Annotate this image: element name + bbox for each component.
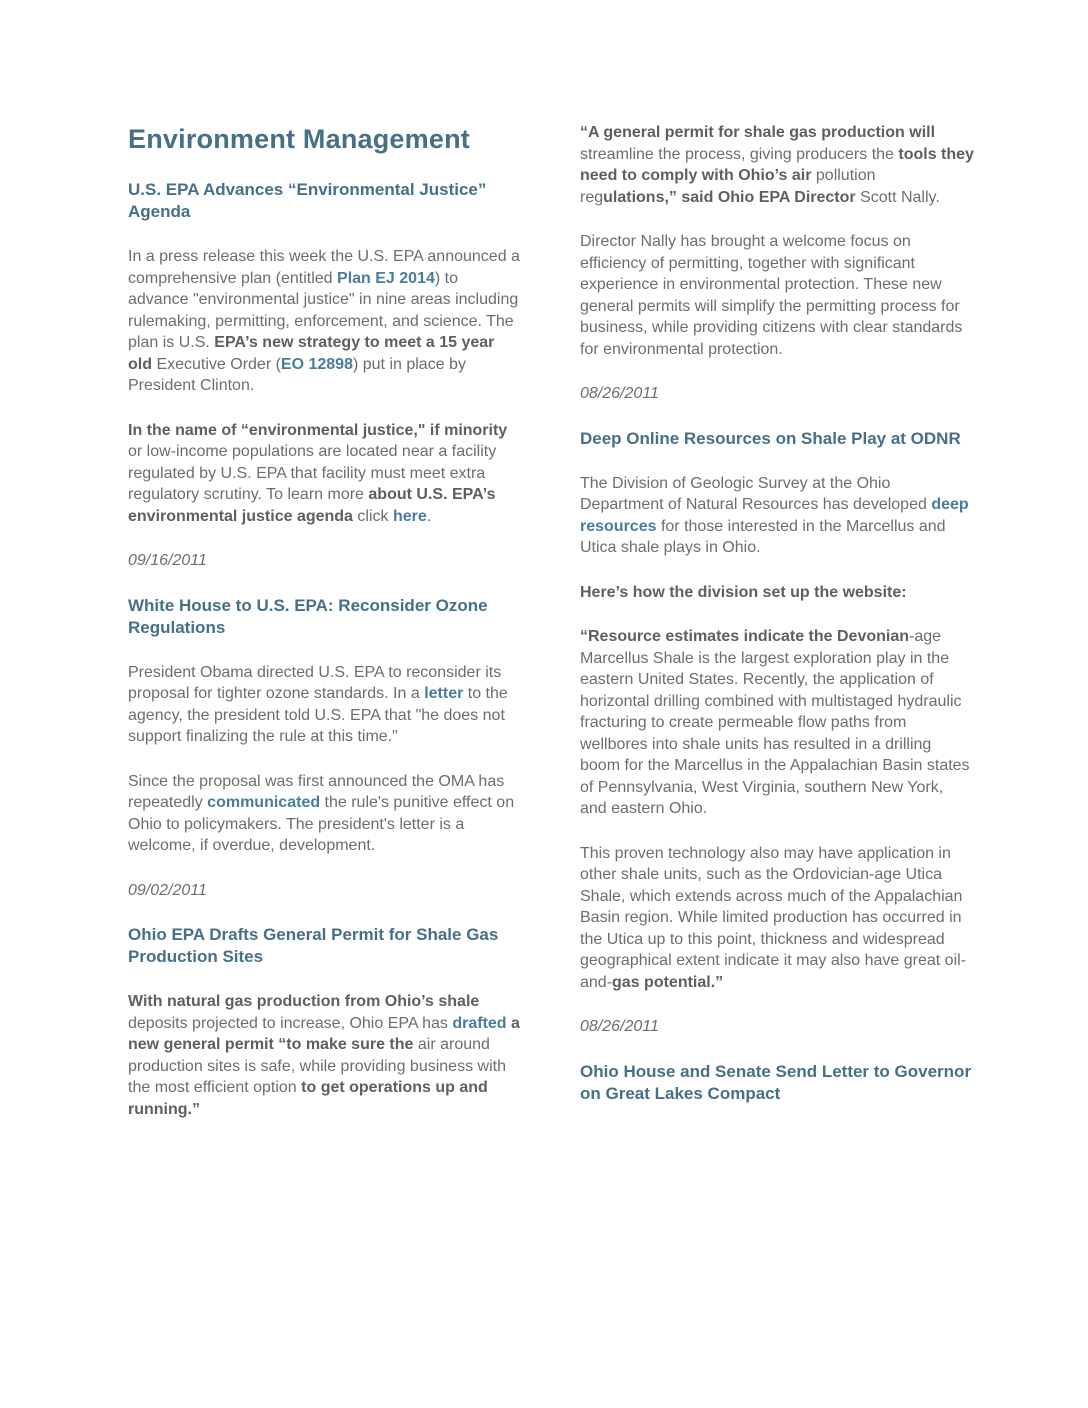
paragraph bbox=[128, 662, 522, 748]
text-segment: or low-income populations are located near a facility regulated by U.S. EPA that facility must meet extra regulatory scrutiny. To learn more bbox=[128, 443, 497, 503]
inline-link[interactable]: EO 12898 bbox=[280, 355, 353, 373]
text-segment: EPA’s new strategy to meet a 15 year old bbox=[128, 334, 495, 373]
text-segment: a new general permit “to make sure the bbox=[128, 1014, 520, 1053]
date-label: 08/26/2011 bbox=[580, 1018, 659, 1035]
text-segment: Director Nally has brought a welcome focus on efficiency of permitting, together with significant experience in environmental protection. These new general permits will simplify the permitting process for business, while providing citizens with clear standards for environmental protection. bbox=[580, 233, 963, 358]
inline-link[interactable]: deep resources bbox=[580, 496, 969, 535]
paragraph bbox=[580, 473, 974, 559]
page-title: Environment Management bbox=[128, 124, 470, 154]
text-segment: “A general permit for shale gas production will bbox=[580, 124, 936, 141]
right-column-blocks bbox=[580, 122, 974, 1105]
text-segment: In a press release this week the U.S. EPA announced a comprehensive plan (entitled bbox=[128, 248, 520, 287]
paragraph bbox=[580, 843, 974, 994]
text-segment: With natural gas production from Ohio’s shale bbox=[128, 993, 480, 1010]
date-label: 08/26/2011 bbox=[580, 385, 659, 402]
text-segment: Since the proposal was first announced the OMA has repeatedly bbox=[128, 772, 505, 811]
text-segment: click bbox=[357, 507, 393, 525]
text-segment: to the agency, the president told U.S. EPA that "he does not support finalizing the rule at this time." bbox=[128, 685, 508, 745]
text-segment: In the name of “environmental justice," if minority bbox=[128, 421, 508, 439]
text-segment: -age Marcellus Shale is the largest exploration play in the eastern United States. Recently, the application of horizontal drilling combined with multistaged hydraulic fracturing to create permeable flow paths from wellbores into shale units has resulted in a drilling boom for the Marcellus in the Appalachian Basin states of Pennsylvania, West Virginia, southern New York, and eastern Ohio. bbox=[580, 628, 970, 817]
text-segment: “Resource estimates indicate the Devonian bbox=[580, 628, 909, 645]
date-label: 09/02/2011 bbox=[128, 881, 207, 899]
text-segment: Executive Order ( bbox=[156, 355, 281, 373]
text-segment: deposits projected to increase, Ohio EPA has bbox=[128, 1014, 453, 1032]
section-heading: U.S. EPA Advances “Environmental Justice” Agenda bbox=[128, 180, 487, 221]
paragraph bbox=[580, 122, 974, 208]
inline-link[interactable]: here bbox=[392, 507, 427, 525]
paragraph bbox=[580, 626, 974, 820]
text-segment: Here’s how the division set up the website: bbox=[580, 583, 907, 601]
text-segment: ) to advance "environmental justice" in nine areas including rulemaking, permitting, enforcement, and science. The plan is U.S. bbox=[128, 269, 519, 351]
inline-link[interactable]: Plan EJ 2014 bbox=[337, 269, 435, 287]
right-column bbox=[580, 122, 974, 1128]
text-segment: for those interested in the Marcellus and Utica shale plays in Ohio. bbox=[580, 517, 946, 556]
section-heading: Ohio EPA Drafts General Permit for Shale Gas Production Sites bbox=[128, 925, 499, 966]
paragraph bbox=[128, 420, 522, 528]
inline-link[interactable]: drafted bbox=[452, 1014, 507, 1032]
paragraph bbox=[580, 231, 974, 360]
left-column-blocks bbox=[128, 179, 522, 1120]
paragraph bbox=[128, 246, 522, 397]
paragraph bbox=[580, 582, 974, 604]
text-segment: streamline the process, giving producers the bbox=[580, 145, 899, 163]
left-column bbox=[128, 122, 522, 1143]
inline-link[interactable]: communicated bbox=[207, 794, 321, 811]
text-segment: This proven technology also may have application in other shale units, such as the Ordovician-age Utica Shale, which extends across much of the Appalachian Basin region. While limited production has occurred in the Utica up to this point, thickness and widespread geographical extent indicate it may also have great oil-and- bbox=[580, 844, 966, 991]
paragraph bbox=[128, 991, 522, 1120]
text-segment: air around production sites is safe, while providing business with the most efficient option bbox=[128, 1036, 506, 1096]
text-segment: The Division of Geologic Survey at the Ohio Department of Natural Resources has developed bbox=[580, 474, 932, 513]
section-heading: Ohio House and Senate Send Letter to Governor on Great Lakes Compact bbox=[580, 1061, 972, 1103]
section-heading: White House to U.S. EPA: Reconsider Ozone Regulations bbox=[128, 595, 488, 637]
text-segment: ulations,” said Ohio EPA Director bbox=[603, 188, 861, 206]
text-segment: the rule's punitive effect on Ohio to policymakers. The president's letter is a welcome, if overdue, development. bbox=[128, 794, 515, 854]
text-segment: pollution reg bbox=[580, 167, 876, 206]
text-segment: . bbox=[426, 507, 432, 525]
text-segment: Scott Nally. bbox=[860, 188, 940, 206]
text-segment: to get operations up and running.” bbox=[128, 1079, 488, 1118]
text-segment: ) put in place by President Clinton. bbox=[128, 355, 466, 394]
inline-link[interactable]: letter bbox=[424, 685, 464, 702]
text-segment: President Obama directed U.S. EPA to reconsider its proposal for tighter ozone standards. In a bbox=[128, 663, 502, 702]
text-segment: gas potential.” bbox=[612, 973, 724, 991]
paragraph bbox=[128, 771, 522, 857]
text-segment: tools they need to comply with Ohio’s air bbox=[580, 145, 974, 184]
text-segment: about U.S. EPA’s environmental justice agenda bbox=[128, 486, 496, 525]
date-label: 09/16/2011 bbox=[128, 552, 207, 569]
section-heading: Deep Online Resources on Shale Play at ODNR bbox=[580, 428, 961, 448]
